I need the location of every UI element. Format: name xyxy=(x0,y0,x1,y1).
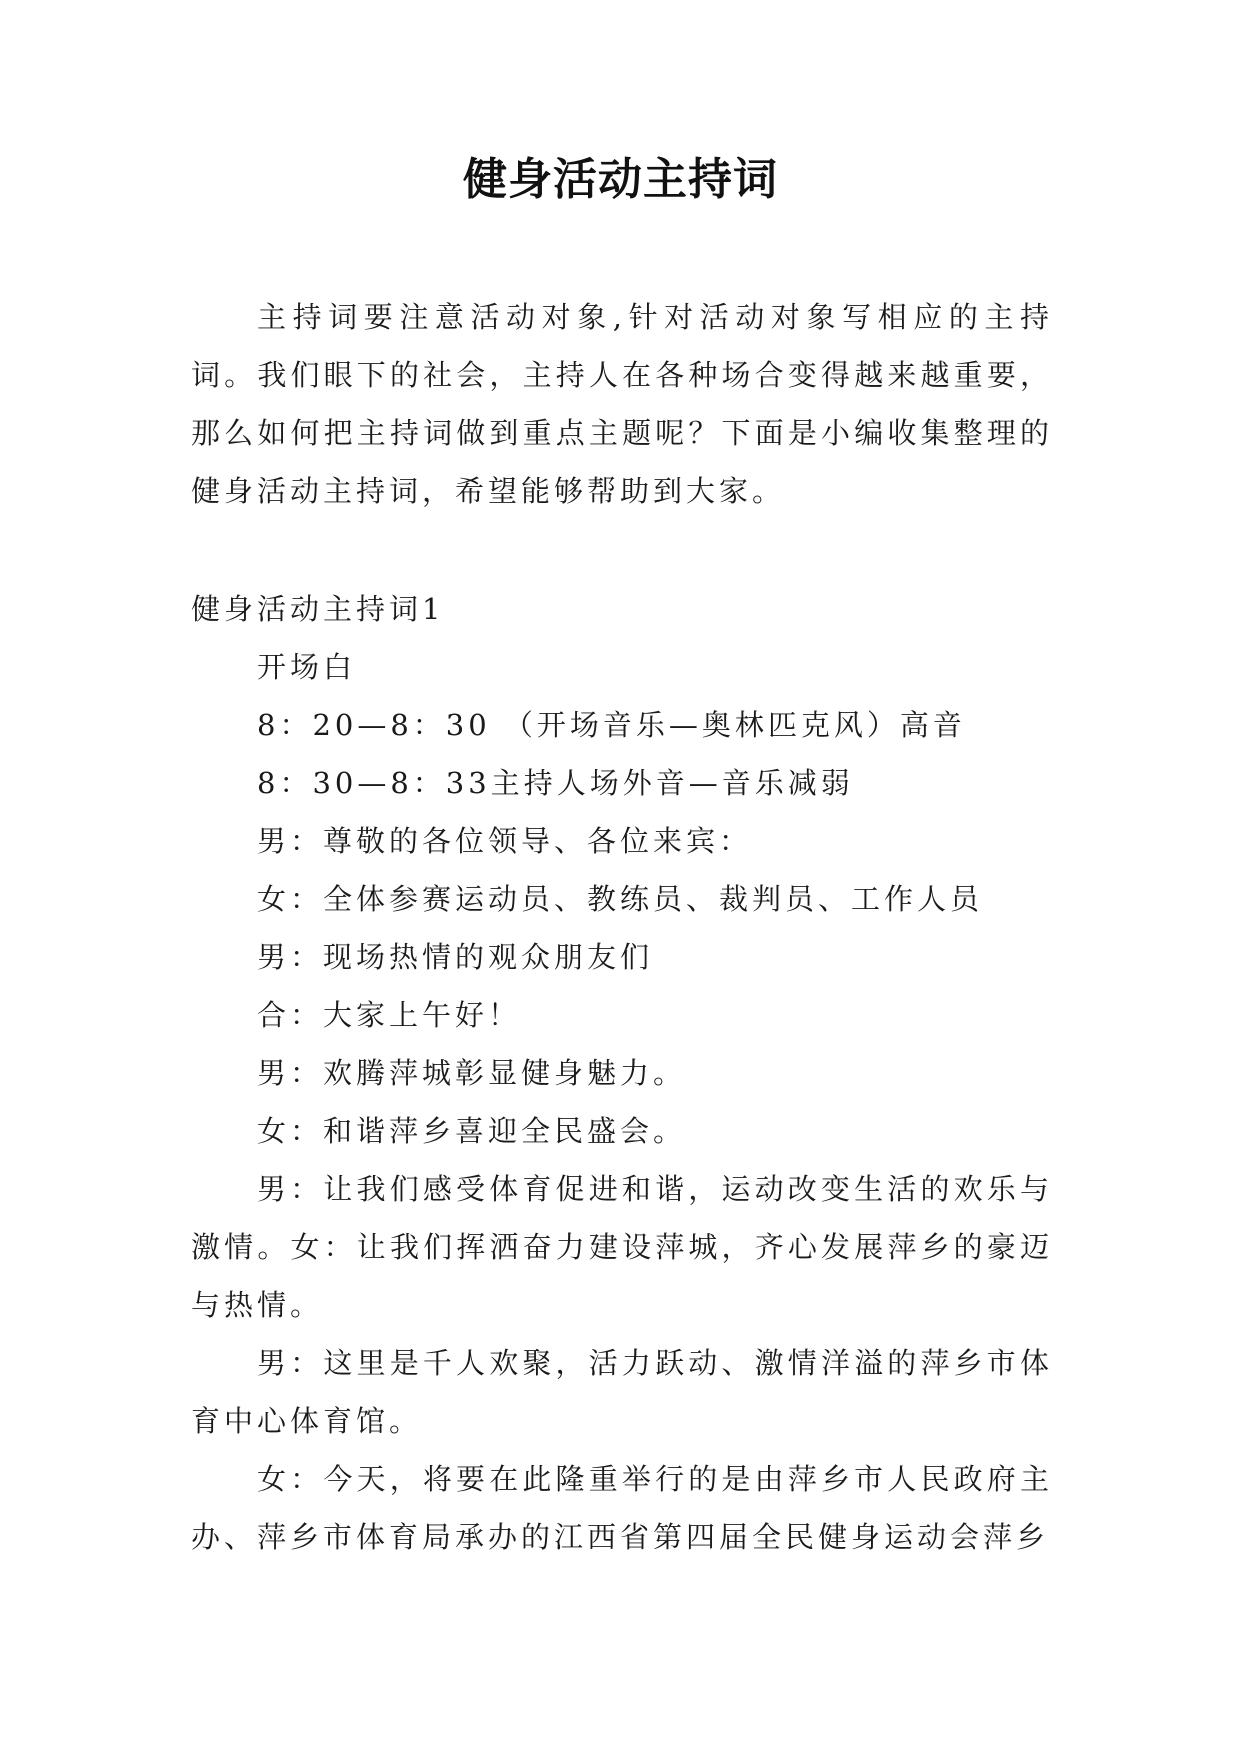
schedule-line-1: 8：20—8：30 （开场音乐—奥林匹克风）高音 xyxy=(257,708,966,742)
page-title: 健身活动主持词 xyxy=(463,154,778,205)
script-paragraph: 男：这里是千人欢聚，活力跃动、激情洋溢的萍乡市体育中心体育馆。 xyxy=(191,1346,1053,1438)
section-1 xyxy=(191,580,1053,1566)
script-line: 男：尊敬的各位领导、各位来宾： xyxy=(257,824,753,858)
script-paragraph: 男：让我们感受体育促进和谐，运动改变生活的欢乐与激情。女：让我们挥洒奋力建设萍城，齐心发展萍乡的豪迈与热情。 xyxy=(191,1172,1053,1322)
section-heading: 健身活动主持词1 xyxy=(191,592,445,626)
intro-block xyxy=(191,288,1053,520)
schedule-line-2: 8：30—8：33主持人场外音—音乐减弱 xyxy=(257,766,854,800)
intro-paragraph: 主持词要注意活动对象,针对活动对象写相应的主持词。我们眼下的社会，主持人在各种场合变得越来越重要，那么如何把主持词做到重点主题呢？下面是小编收集整理的健身活动主持词，希望能够帮助到大家。 xyxy=(191,300,1053,508)
script-line: 男：现场热情的观众朋友们 xyxy=(257,940,654,974)
opening-label: 开场白 xyxy=(257,650,357,684)
script-paragraph: 女：今天，将要在此隆重举行的是由萍乡市人民政府主办、萍乡市体育局承办的江西省第四届全民健身运动会萍乡 xyxy=(191,1462,1053,1554)
script-line: 男：欢腾萍城彰显健身魅力。 xyxy=(257,1056,687,1090)
script-line: 女：和谐萍乡喜迎全民盛会。 xyxy=(257,1114,687,1148)
script-line: 女：全体参赛运动员、教练员、裁判员、工作人员 xyxy=(257,882,984,916)
script-line: 合：大家上午好！ xyxy=(257,998,522,1032)
